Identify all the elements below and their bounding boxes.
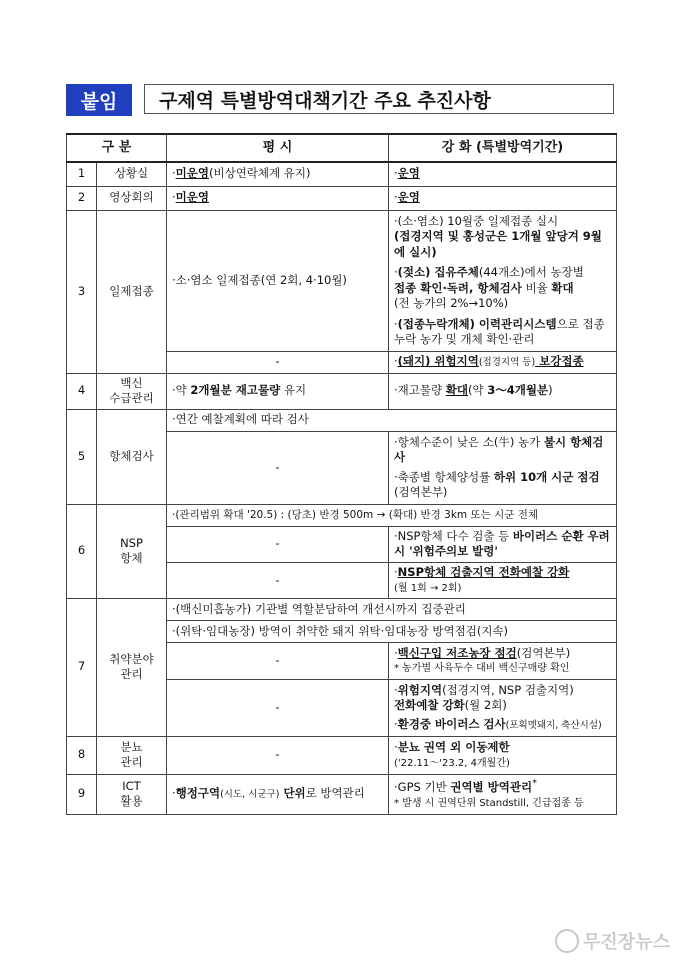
pyeongsi-cell: -	[167, 431, 389, 504]
row-category: NSP 항체	[97, 504, 167, 598]
table-header-row	[67, 134, 617, 162]
row-number: 6	[67, 504, 97, 598]
row-category: 백신 수급관리	[97, 373, 167, 409]
pyeongsi-cell: -	[167, 642, 389, 679]
row-category: ICT 활용	[97, 774, 167, 814]
table-row	[67, 409, 617, 431]
page-title: 구제역 특별방역대책기간 주요 추진사항	[144, 84, 614, 114]
table-row	[67, 774, 617, 814]
header-gubun: 구 분	[67, 134, 167, 162]
row-number: 9	[67, 774, 97, 814]
ganghwa-cell: ·(소·염소) 10월중 일제접종 실시 (접경지역 및 홍성군은 1개월 앞당겨 9월에 실시) ·(젖소) 집유주체(44개소)에서 농장별 접종 확인·독려, 항체검사 비율 확대 (전 농가의 2%→10%) ·(접종누락개체) 이력관리시스템으로 접종 누락 농가 및 개체 확인·관리	[389, 210, 617, 351]
pyeongsi-cell: -	[167, 562, 389, 598]
row-number: 7	[67, 598, 97, 736]
ganghwa-cell: ·백신구입 저조농장 점검(검역본부) * 농가별 사육두수 대비 백신구매량 확인	[389, 642, 617, 679]
measures-table	[66, 133, 617, 815]
row-number: 2	[67, 186, 97, 210]
ganghwa-cell: ·NSP항체 검출지역 전화예찰 강화 (월 1회 → 2회)	[389, 562, 617, 598]
span-cell: ·연간 예찰계획에 따라 검사	[167, 409, 617, 431]
ganghwa-cell: ·분뇨 권역 외 이동제한 ('22.11～'23.2, 4개월간)	[389, 736, 617, 774]
ganghwa-cell: ·(돼지) 위험지역(접경지역 등) 보강접종	[389, 351, 617, 373]
pyeongsi-cell: -	[167, 736, 389, 774]
pyeongsi-cell: -	[167, 679, 389, 736]
table-row	[67, 373, 617, 409]
attachment-badge: 붙임	[66, 84, 132, 116]
pyeongsi-cell: ·약 2개월분 재고물량 유지	[167, 373, 389, 409]
pyeongsi-cell: ·소·염소 일제접종(연 2회, 4·10월)	[167, 210, 389, 351]
watermark-logo-icon	[555, 929, 579, 953]
row-number: 3	[67, 210, 97, 373]
table-row	[67, 210, 617, 351]
ganghwa-cell: ·항체수준이 낮은 소(牛) 농가 불시 항체검사 ·축종별 항체양성률 하위 10개 시군 점검(검역본부)	[389, 431, 617, 504]
row-category: 일제접종	[97, 210, 167, 373]
table-row	[67, 736, 617, 774]
pyeongsi-cell: -	[167, 351, 389, 373]
ganghwa-cell: ·위험지역(접경지역, NSP 검출지역) 전화예찰 강화(월 2회) ·환경중 바이러스 검사(포획멧돼지, 축산시설)	[389, 679, 617, 736]
span-cell: ·(백신미흡농가) 기관별 역할분담하여 개선시까지 집중관리	[167, 598, 617, 620]
row-category: 영상회의	[97, 186, 167, 210]
span-cell: ·(위탁·임대농장) 방역이 취약한 돼지 위탁·임대농장 방역점검(지속)	[167, 620, 617, 642]
table-row	[67, 598, 617, 620]
row-number: 8	[67, 736, 97, 774]
row-number: 1	[67, 162, 97, 186]
pyeongsi-cell: ·미운영(비상연락체계 유지)	[167, 162, 389, 186]
row-category: 항체검사	[97, 409, 167, 504]
row-number: 5	[67, 409, 97, 504]
title-bar	[66, 84, 616, 116]
pyeongsi-cell: ·미운영	[167, 186, 389, 210]
ganghwa-cell: ·재고물량 확대(약 3～4개월분)	[389, 373, 617, 409]
span-cell: ·(관리범위 확대 '20.5) : (당초) 반경 500m → (확대) 반경 3km 또는 시군 전체	[167, 504, 617, 526]
row-category: 취약분야 관리	[97, 598, 167, 736]
row-category: 분뇨 관리	[97, 736, 167, 774]
row-category: 상황실	[97, 162, 167, 186]
table-row	[67, 162, 617, 186]
ganghwa-cell: ·GPS 기반 권역별 방역관리* * 발생 시 권역단위 Standstill, 긴급접종 등	[389, 774, 617, 814]
pyeongsi-cell: ·행정구역(시도, 시군구) 단위로 방역관리	[167, 774, 389, 814]
table-row	[67, 186, 617, 210]
watermark: 무진장뉴스	[555, 928, 670, 954]
ganghwa-cell: ·운영	[389, 186, 617, 210]
ganghwa-cell: ·NSP항체 다수 검출 등 바이러스 순환 우려 시 '위험주의보 발령'	[389, 526, 617, 562]
row-number: 4	[67, 373, 97, 409]
pyeongsi-cell: -	[167, 526, 389, 562]
table-row	[67, 504, 617, 526]
header-ganghwa: 강 화 (특별방역기간)	[389, 134, 617, 162]
header-pyeongsi: 평 시	[167, 134, 389, 162]
ganghwa-cell: ·운영	[389, 162, 617, 186]
